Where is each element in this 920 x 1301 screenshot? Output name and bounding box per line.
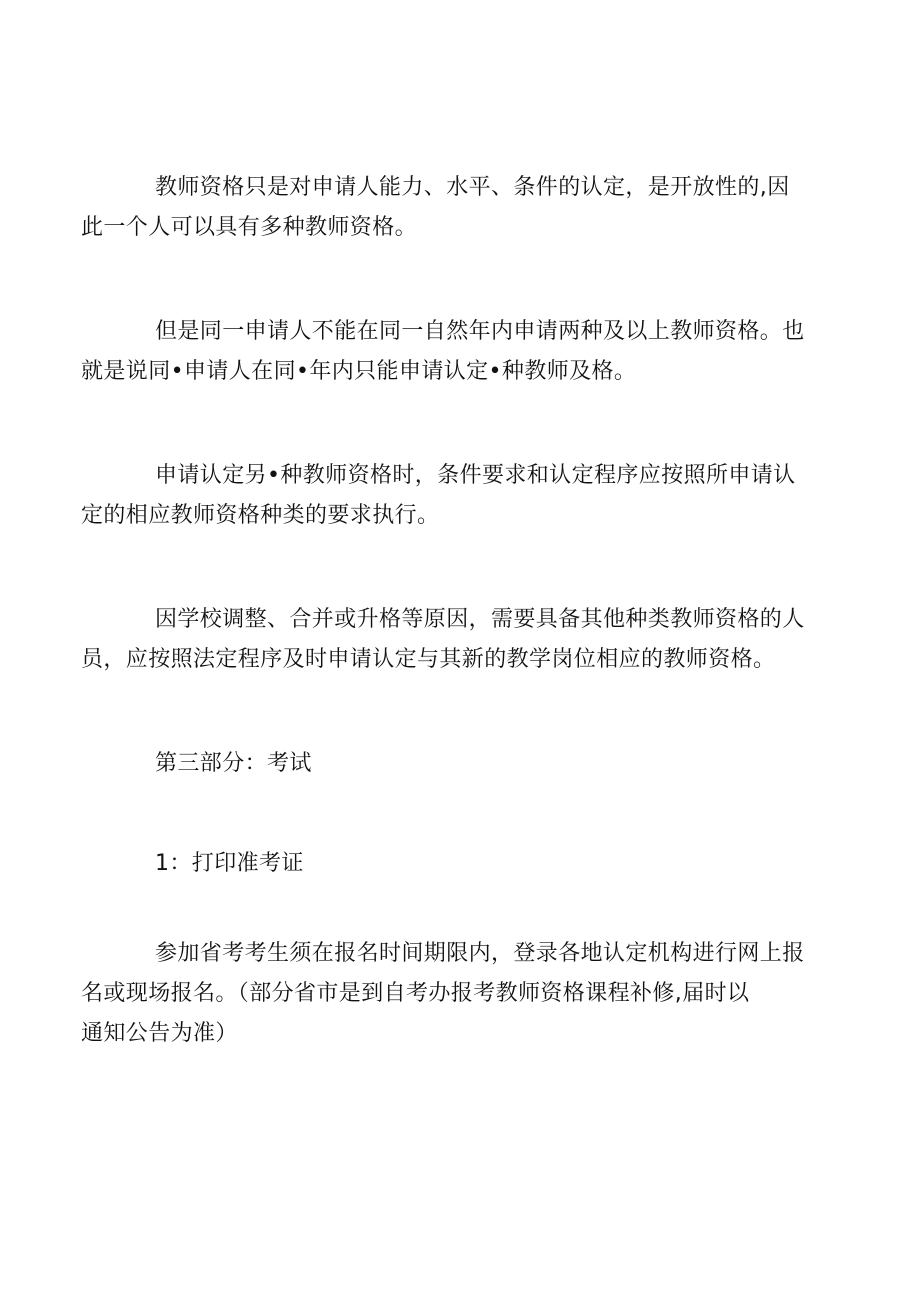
paragraph-line: 就是说同•申请人在同•年内只能申请认定•种教师及格。: [81, 359, 637, 384]
subheading-text: 1：打印准考证: [155, 851, 304, 876]
heading-text: 第三部分：考试: [155, 751, 312, 776]
paragraph-line: 员，应按照法定程序及时申请认定与其新的教学岗位相应的教师资格。: [81, 647, 776, 672]
paragraph-one-per-year: [81, 312, 835, 392]
subheading-print-admission-ticket: [155, 844, 835, 884]
paragraph-school-adjustment: [81, 600, 835, 680]
paragraph-another-type: [81, 456, 835, 536]
paragraph-line: 申请认定另•种教师资格时，条件要求和认定程序应按照所申请认: [155, 463, 796, 488]
section-heading-exam: [155, 744, 835, 784]
paragraph-line: 此一个人可以具有多种教师资格。: [81, 215, 418, 240]
paragraph-line: 教师资格只是对申请人能力、水平、条件的认定，是开放性的,因: [155, 175, 790, 200]
paragraph-line: 名或现场报名。（部分省市是到自考办报考教师资格课程补修,届时以: [81, 981, 750, 1006]
paragraph-line: 参加省考考生须在报名时间期限内，登录各地认定机构进行网上报: [155, 941, 805, 966]
paragraph-line: 因学校调整、合并或升格等原因，需要具备其他种类教师资格的人: [155, 607, 805, 632]
paragraph-line: 通知公告为准）: [81, 1021, 238, 1046]
paragraph-registration: [81, 934, 835, 1054]
paragraph-line: 但是同一申请人不能在同一自然年内申请两种及以上教师资格。也: [155, 319, 805, 344]
paragraph-qualification-openness: [81, 168, 835, 248]
paragraph-line: 定的相应教师资格种类的要求执行。: [81, 503, 440, 528]
